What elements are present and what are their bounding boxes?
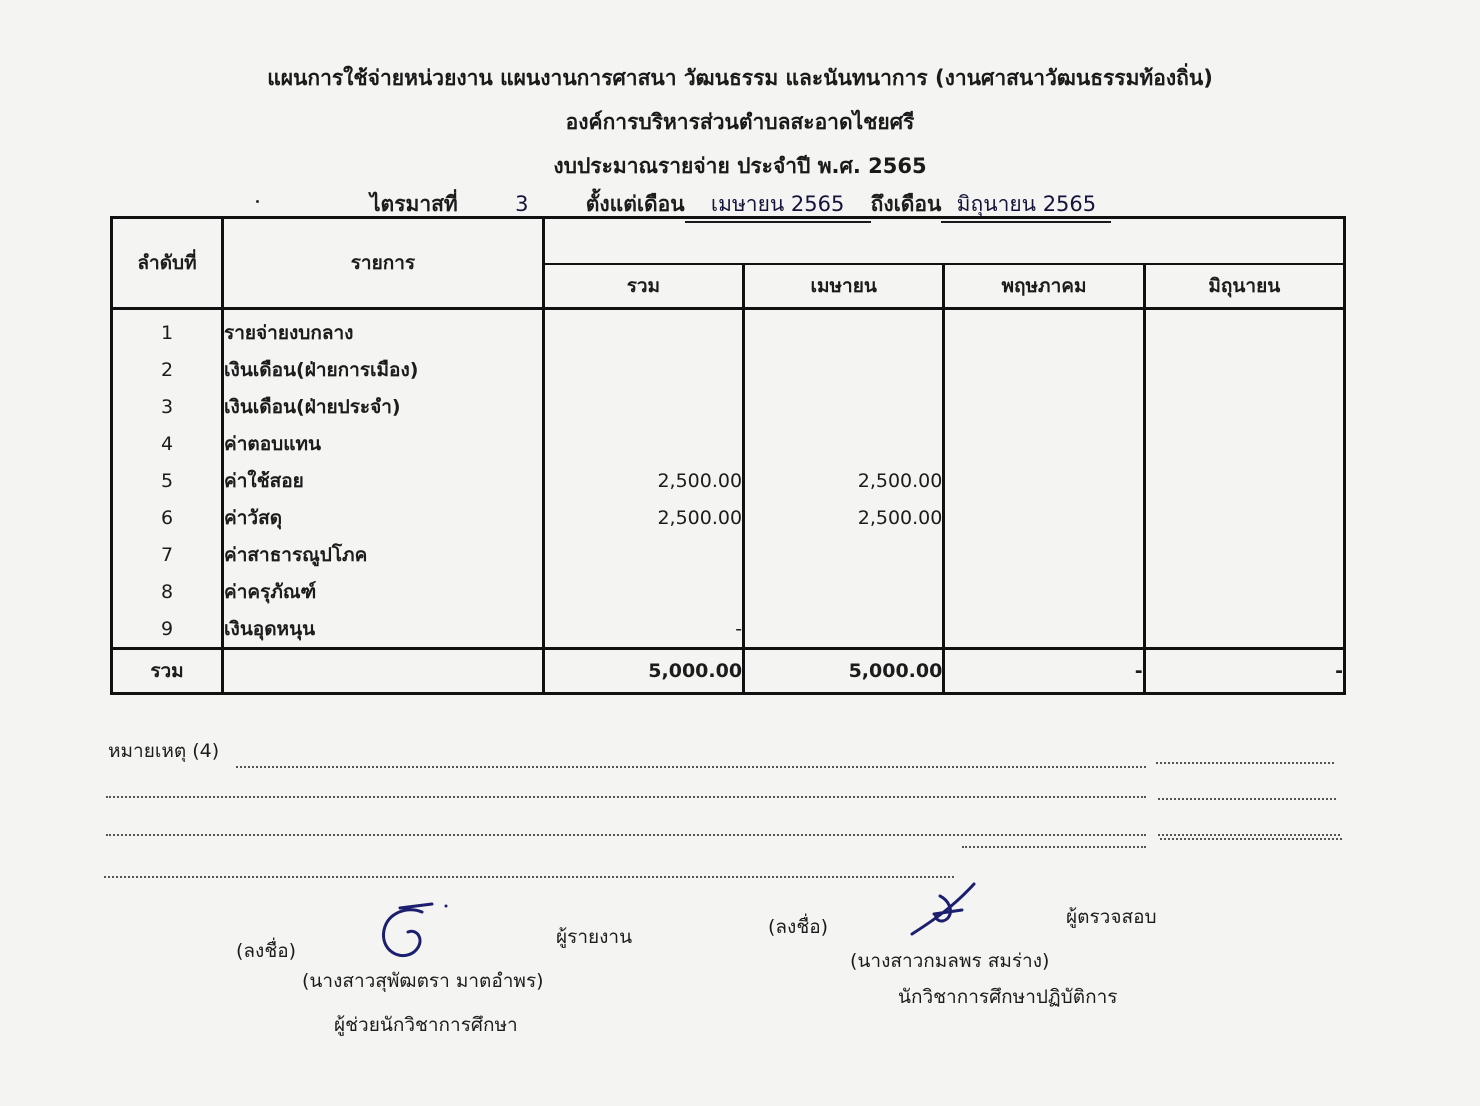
row-april: [744, 425, 944, 462]
row-item: เงินเดือน(ฝ่ายการเมือง): [223, 351, 544, 388]
table-row: [112, 573, 1345, 610]
stray-dot: [256, 200, 259, 203]
table-row: [112, 462, 1345, 499]
row-number: 7: [112, 536, 223, 573]
table-row: [112, 536, 1345, 573]
row-april: [744, 610, 944, 649]
row-june: [1144, 573, 1344, 610]
row-total: [543, 388, 743, 425]
row-total: [543, 536, 743, 573]
remark-line-4b: [962, 846, 1146, 848]
budget-table: [110, 216, 1346, 695]
row-june: [1144, 610, 1344, 649]
remark-line-2: [106, 796, 1146, 798]
col-header-group: [543, 218, 1344, 265]
row-item: เงินอุดหนุน: [223, 610, 544, 649]
col-header-item: รายการ: [223, 218, 544, 309]
organization-name: องค์การบริหารส่วนตำบลสะอาดไชยศรี: [565, 110, 915, 134]
reporter-name: (นางสาวสุพัฒตรา มาตอำพร): [302, 970, 544, 992]
row-april: [744, 536, 944, 573]
row-total: [543, 309, 743, 352]
table-row: [112, 499, 1345, 536]
reporter-role: ผู้รายงาน: [556, 926, 633, 948]
row-april: 2,500.00: [744, 499, 944, 536]
row-item: เงินเดือน(ฝ่ายประจำ): [223, 388, 544, 425]
row-may: [944, 499, 1144, 536]
reporter-position: ผู้ช่วยนักวิชาการศึกษา: [334, 1014, 518, 1036]
checker-position: นักวิชาการศึกษาปฏิบัติการ: [898, 986, 1118, 1008]
row-june: [1144, 351, 1344, 388]
col-header-june: มิถุนายน: [1144, 264, 1344, 309]
row-number: 5: [112, 462, 223, 499]
row-number: 9: [112, 610, 223, 649]
row-number: 6: [112, 499, 223, 536]
remark-line-1b: [1156, 762, 1334, 764]
checker-role: ผู้ตรวจสอบ: [1066, 906, 1157, 928]
row-number: 8: [112, 573, 223, 610]
from-month-label: ตั้งแต่เดือน: [585, 192, 685, 216]
total-sum: 5,000.00: [543, 649, 743, 694]
remark-line-3: [106, 834, 1146, 836]
budget-year: งบประมาณรายจ่าย ประจำปี พ.ศ. 2565: [553, 154, 927, 178]
row-may: [944, 388, 1144, 425]
col-header-may: พฤษภาคม: [944, 264, 1144, 309]
total-june: -: [1144, 649, 1344, 694]
quarter-label: ไตรมาสที่: [370, 192, 458, 216]
row-june: [1144, 536, 1344, 573]
row-june: [1144, 462, 1344, 499]
row-april: [744, 573, 944, 610]
table-header-row: [112, 218, 1345, 265]
from-month-value: เมษายน 2565: [685, 188, 871, 223]
total-item-blank: [223, 649, 544, 694]
remark-line-4: [104, 876, 954, 878]
row-april: [744, 351, 944, 388]
row-item: ค่าใช้สอย: [223, 462, 544, 499]
row-may: [944, 425, 1144, 462]
row-june: [1144, 388, 1344, 425]
row-item: รายจ่ายงบกลาง: [223, 309, 544, 352]
remark-line-4c: [1160, 838, 1342, 840]
total-row: [112, 649, 1345, 694]
row-item: ค่าสาธารณูปโภค: [223, 536, 544, 573]
row-total: -: [543, 610, 743, 649]
checker-name: (นางสาวกมลพร สมร่าง): [850, 950, 1050, 972]
reporter-sign-label: (ลงชื่อ): [236, 940, 297, 962]
total-april: 5,000.00: [744, 649, 944, 694]
row-june: [1144, 499, 1344, 536]
row-total: [543, 351, 743, 388]
row-april: [744, 309, 944, 352]
row-item: ค่าครุภัณฑ์: [223, 573, 544, 610]
row-may: [944, 536, 1144, 573]
table-row: [112, 425, 1345, 462]
row-june: [1144, 309, 1344, 352]
checker-sign-label: (ลงชื่อ): [768, 916, 829, 938]
row-june: [1144, 425, 1344, 462]
remark-line-3b: [1158, 834, 1340, 836]
reporter-signature-icon: [370, 898, 460, 968]
row-april: [744, 388, 944, 425]
to-month-value: มิถุนายน 2565: [941, 188, 1111, 223]
row-total: [543, 573, 743, 610]
remark-line-1: [236, 766, 1146, 768]
table-row: [112, 610, 1345, 649]
row-number: 3: [112, 388, 223, 425]
row-may: [944, 309, 1144, 352]
table-row: [112, 351, 1345, 388]
remark-line-2b: [1158, 798, 1336, 800]
col-header-april: เมษายน: [744, 264, 944, 309]
row-total: 2,500.00: [543, 499, 743, 536]
total-may: -: [944, 649, 1144, 694]
row-may: [944, 462, 1144, 499]
row-total: 2,500.00: [543, 462, 743, 499]
checker-signature-icon: [904, 876, 994, 946]
row-april: 2,500.00: [744, 462, 944, 499]
to-month-label: ถึงเดือน: [870, 192, 942, 216]
row-may: [944, 573, 1144, 610]
col-header-total: รวม: [543, 264, 743, 309]
row-number: 4: [112, 425, 223, 462]
remark-label: หมายเหตุ (4): [108, 740, 220, 762]
document-title: แผนการใช้จ่ายหน่วยงาน แผนงานการศาสนา วัฒนธรรม และนันทนาการ (งานศาสนาวัฒนธรรมท้องถิ่น): [267, 66, 1213, 90]
table-row: [112, 388, 1345, 425]
table-row: [112, 309, 1345, 352]
quarter-value: 3: [458, 192, 586, 218]
row-number: 1: [112, 309, 223, 352]
row-item: ค่าตอบแทน: [223, 425, 544, 462]
col-header-order: ลำดับที่: [112, 218, 223, 309]
row-total: [543, 425, 743, 462]
total-label: รวม: [112, 649, 223, 694]
row-item: ค่าวัสดุ: [223, 499, 544, 536]
row-number: 2: [112, 351, 223, 388]
row-may: [944, 351, 1144, 388]
row-may: [944, 610, 1144, 649]
